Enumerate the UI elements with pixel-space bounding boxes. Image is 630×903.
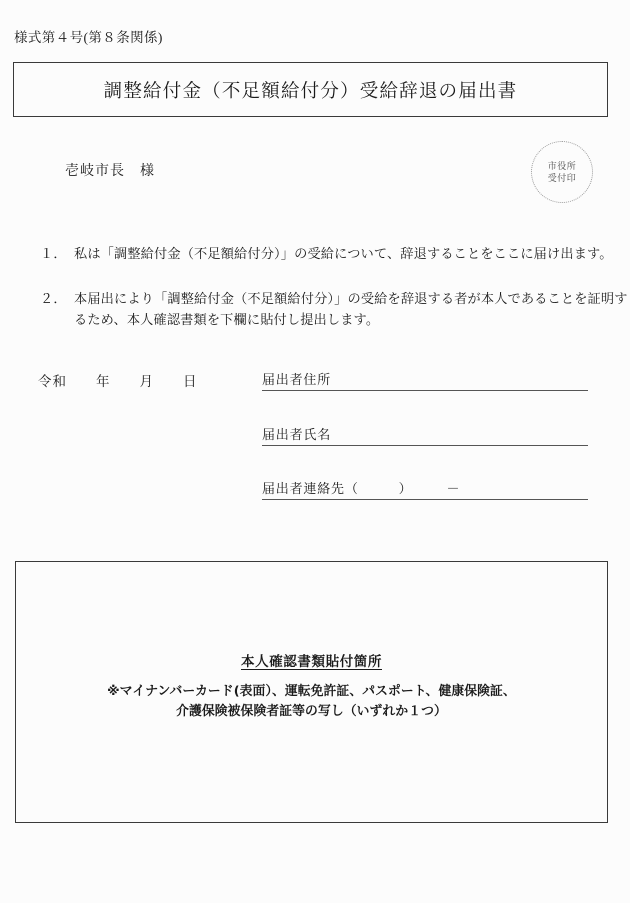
- applicant-contact-label: 届出者連絡先: [262, 481, 345, 496]
- attachment-note-line-1: ※マイナンバーカード(表面）、運転免許証、パスポート、健康保険証、: [107, 684, 516, 699]
- applicant-name-field[interactable]: [262, 424, 588, 446]
- receipt-stamp-line-1: 市役所: [547, 160, 577, 171]
- form-number: 様式第４号(第８条関係): [14, 30, 163, 45]
- attachment-heading: 本人確認書類貼付箇所: [241, 654, 382, 670]
- applicant-name-label: 届出者氏名: [262, 427, 332, 442]
- clause-text-2: 本届出により「調整給付金（不足額給付分）」の受給を辞退する者が本人であることを証明するため、本人確認書類を下欄に貼付し提出します。: [74, 291, 628, 328]
- applicant-address-field[interactable]: [262, 369, 588, 391]
- clause-number-2: ２．: [40, 291, 67, 306]
- identity-document-paste-area[interactable]: [15, 561, 608, 823]
- clause-number-1: １．: [40, 246, 67, 261]
- attachment-notes: [16, 682, 607, 722]
- contact-close-paren: ）: [398, 481, 413, 496]
- contact-dash: －: [446, 481, 461, 496]
- receipt-stamp-line-2: 受付印: [547, 173, 577, 183]
- title-box: [13, 62, 608, 117]
- attachment-note-line-2: 介護保険被保険者証等の写し（いずれか１つ）: [176, 703, 447, 719]
- applicant-address-label: 届出者住所: [262, 372, 332, 387]
- clause-item-1: [40, 243, 613, 264]
- addressee-line: 壱岐市長 様: [65, 164, 155, 179]
- receipt-stamp-circle: [531, 141, 593, 203]
- date-entry-row[interactable]: 令和 年 月 日: [38, 374, 198, 389]
- clause-item-2: [40, 288, 630, 331]
- contact-open-paren: （: [344, 481, 359, 496]
- clause-text-1: 私は「調整給付金（不足額給付分）」の受給について、辞退することをここに届け出ます。: [74, 246, 613, 261]
- applicant-contact-field[interactable]: [262, 478, 588, 500]
- page-title: 調整給付金（不足額給付分）受給辞退の届出書: [103, 81, 518, 102]
